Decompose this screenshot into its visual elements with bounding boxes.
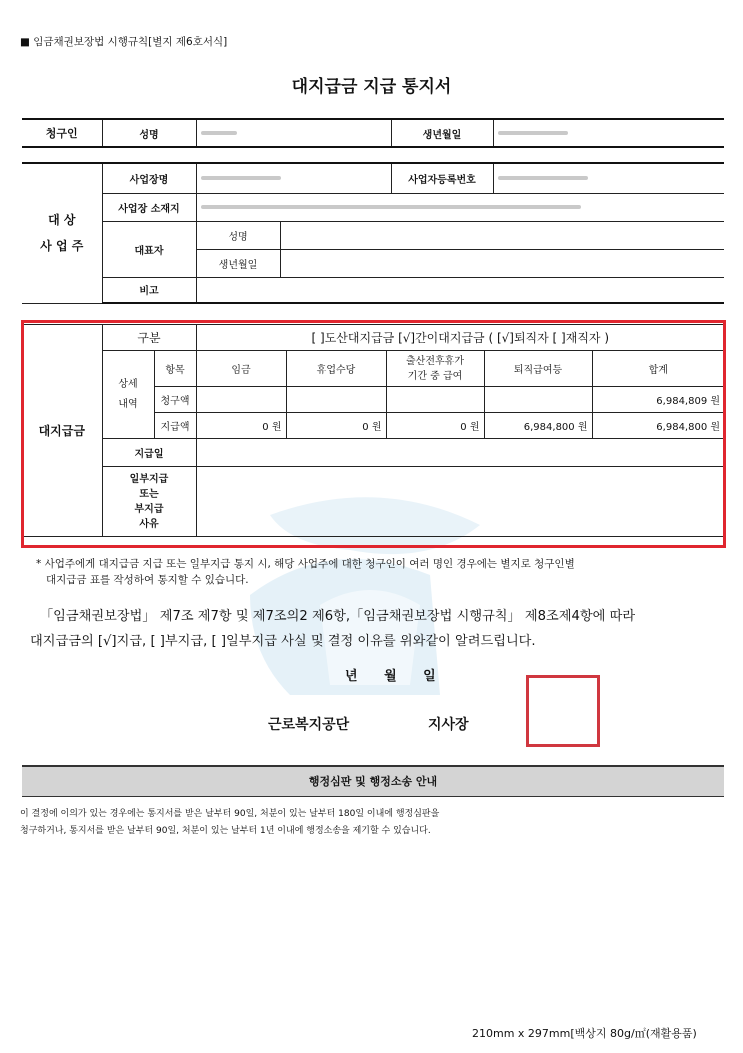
- claimant-name-value: [196, 119, 391, 147]
- rep-birth-label: 생년월일: [196, 249, 280, 277]
- appeal-line2: 청구하거나, 통지서를 받은 날부터 90일, 처분이 있는 날부터 1년 이내에 행정소송을 제기할 수 있습니다.: [20, 826, 431, 836]
- branch-head: 지사장: [428, 717, 469, 733]
- partial-label-1: 일부지급: [129, 473, 169, 485]
- employer-section-line2: 사 업 주: [40, 239, 84, 254]
- appeal-line1: 이 결정에 이의가 있는 경우에는 통지서를 받은 날부터 90일, 처분이 있는 날부터 180일 이내에 행정심판을: [20, 809, 440, 819]
- rep-label: 대표자: [102, 221, 196, 277]
- col-leave: 휴업수당: [286, 351, 386, 387]
- employer-section-line1: 대 상: [48, 213, 76, 228]
- biz-reg-label: 사업자등록번호: [391, 163, 493, 193]
- biz-reg-value: [493, 163, 724, 193]
- col-total: 합계: [592, 351, 724, 387]
- form-reference: ■ 임금채권보장법 시행규칙[별지 제6호서식]: [20, 36, 228, 48]
- appeal-notice: [20, 806, 439, 840]
- partial-label-2: 또는: [139, 488, 159, 500]
- rep-birth-value: [280, 249, 724, 277]
- claimant-name-label: 성명: [102, 119, 196, 147]
- appeal-banner: 행정심판 및 행정소송 안내: [22, 765, 724, 797]
- remark-value: [196, 277, 724, 303]
- rep-name-label: 성명: [196, 221, 280, 249]
- footnote-line2: 대지급금 표를 작성하여 통지할 수 있습니다.: [46, 574, 249, 586]
- paid-leave: 0 원: [286, 413, 386, 439]
- employer-table: [22, 162, 724, 304]
- employer-section-label: [22, 163, 102, 303]
- claimant-birth-value: [493, 119, 724, 147]
- paid-wage: 0 원: [196, 413, 286, 439]
- date-line: 년 월 일: [345, 669, 436, 684]
- address-label: 사업장 소재지: [102, 193, 196, 221]
- col-item: 항목: [154, 351, 196, 387]
- notice-body: [30, 604, 720, 654]
- footnote-line1: * 사업주에게 대지급금 지급 또는 일부지급 통지 시, 해당 사업주에 대한 청구인이 여러 명인 경우에는 별지로 청구인별: [36, 558, 575, 570]
- highlight-box: [21, 320, 726, 548]
- type-selection: [ ]도산대지급금 [√]간이대지급금 ( [√]퇴직자 [ ]재직자 ): [196, 325, 724, 351]
- payment-section-label: 대지급금: [22, 325, 102, 537]
- paid-total: 6,984,800 원: [592, 413, 724, 439]
- notice-body-line1: 「임금채권보장법」 제7조 제7항 및 제7조의2 제6항,「임금채권보장법 시행규칙」 제8조제4항에 따라: [40, 609, 636, 624]
- paper-spec: 210mm x 297mm[백상지 80g/㎡(재활용품): [472, 1027, 697, 1040]
- paid-maternity: 0 원: [386, 413, 484, 439]
- type-label: 구분: [102, 325, 196, 351]
- claimant-section-label: 청구인: [22, 119, 102, 147]
- partial-label-3: 부지급: [134, 503, 164, 515]
- paid-severance: 6,984,800 원: [484, 413, 592, 439]
- biz-name-value: [196, 163, 391, 193]
- seal-box: [526, 675, 600, 747]
- col-maternity-1: 출산전후휴가: [406, 355, 464, 367]
- document-title: 대지급금 지급 통지서: [291, 77, 452, 97]
- detail-label-2: 내역: [118, 398, 138, 410]
- col-maternity-2: 기간 중 급여: [407, 370, 463, 382]
- biz-name-label: 사업장명: [102, 163, 196, 193]
- claimant-birth-label: 생년월일: [391, 119, 493, 147]
- remark-label: 비고: [102, 277, 196, 303]
- footnote: [36, 556, 575, 588]
- pay-date-label: 지급일: [102, 439, 196, 467]
- row-claimed-label: 청구액: [154, 387, 196, 413]
- notice-body-line2: 대지급금의 [√]지급, [ ]부지급, [ ]일부지급 사실 및 결정 이유를 위와같이 알려드립니다.: [30, 634, 536, 649]
- claimant-table: [22, 118, 724, 148]
- partial-label-4: 사유: [139, 518, 159, 530]
- claimed-total: 6,984,809 원: [592, 387, 724, 413]
- detail-label-1: 상세: [118, 378, 138, 390]
- col-wage: 임금: [196, 351, 286, 387]
- agency-name: 근로복지공단: [268, 717, 350, 733]
- rep-name-value: [280, 221, 724, 249]
- address-value: [196, 193, 724, 221]
- row-paid-label: 지급액: [154, 413, 196, 439]
- col-severance: 퇴직급여등: [484, 351, 592, 387]
